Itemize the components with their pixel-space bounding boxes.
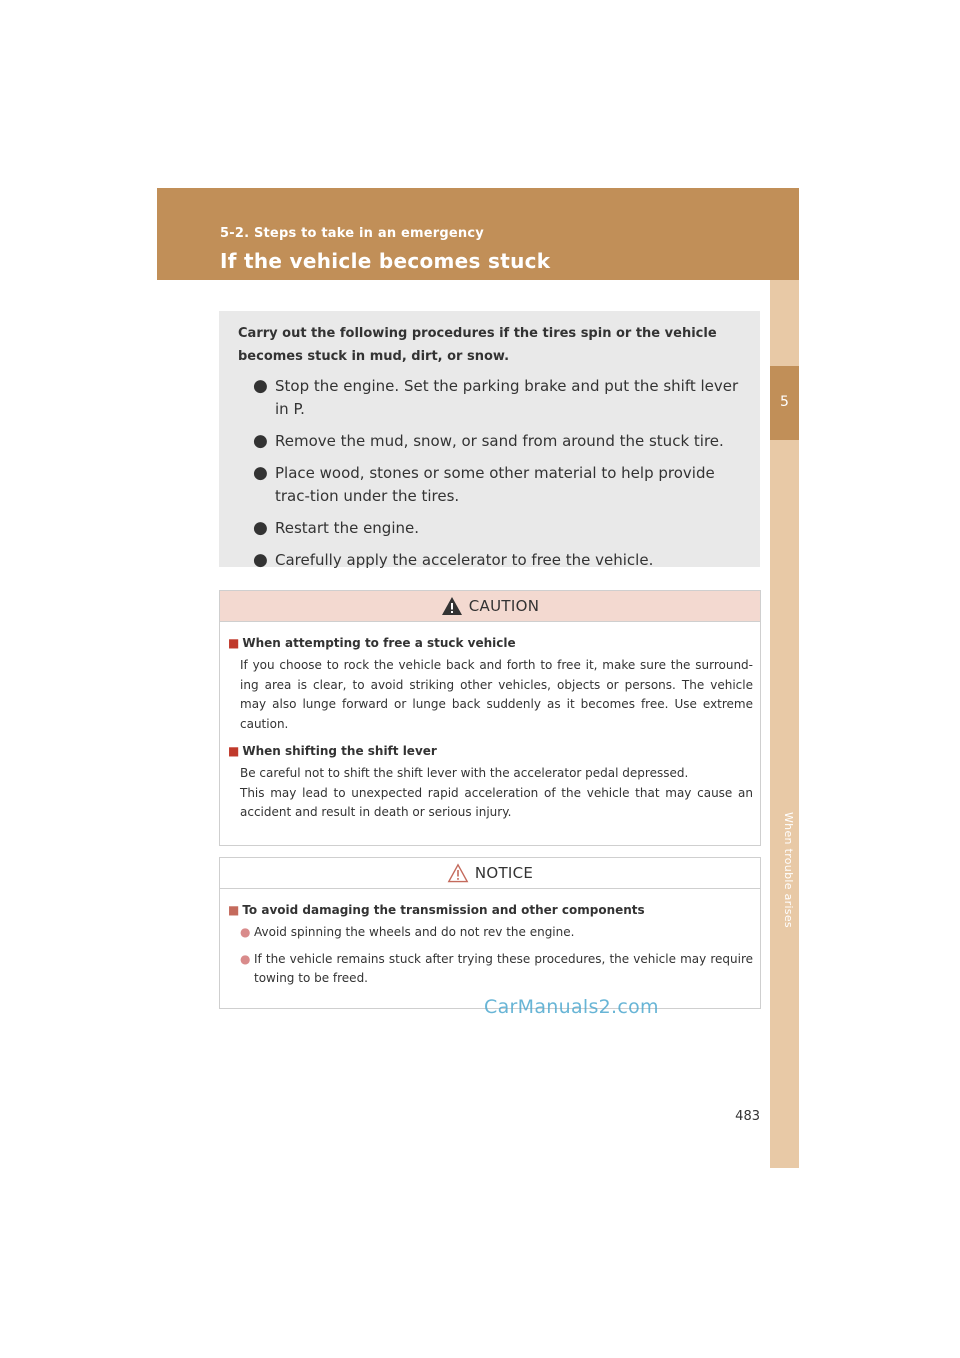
notice-subheading: ■ To avoid damaging the transmission and other components xyxy=(228,903,645,917)
bullet-icon: ● xyxy=(253,376,268,396)
page-number: 483 xyxy=(735,1109,760,1124)
list-item xyxy=(253,549,749,572)
square-bullet-icon: ■ xyxy=(228,636,240,650)
section-reference: 5-2. Steps to take in an emergency xyxy=(220,226,484,241)
step-text: Remove the mud, snow, or sand from around the stuck tire. xyxy=(275,432,724,450)
step-text: Restart the engine. xyxy=(275,519,419,537)
list-item xyxy=(253,462,749,508)
watermark-text: CarManuals2.com xyxy=(484,996,659,1018)
bullet-icon: ● xyxy=(240,951,251,966)
warning-triangle-icon xyxy=(441,596,463,616)
square-bullet-icon: ■ xyxy=(228,744,240,758)
step-text: Stop the engine. Set the parking brake and put the shift lever in P. xyxy=(275,377,739,418)
caution-label: CAUTION xyxy=(468,597,540,615)
caution-body xyxy=(220,622,760,823)
notice-body xyxy=(220,889,760,989)
notice-header xyxy=(220,858,760,889)
intro-text: Carry out the following procedures if the tires spin or the vehicle becomes stuck in mud, dirt, or snow. xyxy=(238,326,717,364)
caution-paragraph: If you choose to rock the vehicle back and forth to free it, make sure the surround-ing area is clear, to avoid striking other vehicles, objects or persons. The vehicle may also lunge forward or lunge back suddenly as it becomes free. Use extreme caution. xyxy=(240,658,753,731)
list-item xyxy=(253,517,749,540)
notice-list xyxy=(240,923,753,989)
list-item xyxy=(253,430,749,453)
bullet-icon: ● xyxy=(253,431,268,451)
warning-triangle-outline-icon xyxy=(447,863,469,883)
bullet-icon: ● xyxy=(253,463,268,483)
list-item: ● Avoid spinning the wheels and do not rev the engine. xyxy=(240,923,753,943)
list-item: ● If the vehicle remains stuck after trying these procedures, the vehicle may require towing to be freed. xyxy=(240,951,753,985)
caution-header xyxy=(220,591,760,622)
caution-subheading: ■ When shifting the shift lever xyxy=(228,744,437,758)
chapter-number: 5 xyxy=(780,394,789,410)
caution-box xyxy=(219,590,761,846)
caution-subheading: ■ When attempting to free a stuck vehicle xyxy=(228,636,516,650)
bullet-icon: ● xyxy=(253,518,268,538)
caution-paragraph: Be careful not to shift the shift lever with the accelerator pedal depressed. This may lead to unexpected rapid acceleration of the vehicle that may cause an accident and result in death or serious injury. xyxy=(240,766,753,819)
step-text: Place wood, stones or some other material to help provide trac-tion under the tires. xyxy=(275,464,715,505)
step-text: Carefully apply the accelerator to free the vehicle. xyxy=(275,551,654,569)
header-band xyxy=(157,188,799,280)
square-bullet-icon: ■ xyxy=(228,903,240,917)
bullet-icon: ● xyxy=(240,925,251,939)
page-title: If the vehicle becomes stuck xyxy=(220,249,551,273)
chapter-name: When trouble arises xyxy=(782,812,795,928)
notice-label: NOTICE xyxy=(474,864,534,882)
intro-box xyxy=(219,311,760,570)
notice-box xyxy=(219,857,761,1009)
list-item xyxy=(253,375,749,421)
bullet-icon: ● xyxy=(253,550,268,570)
procedure-steps xyxy=(253,375,749,581)
